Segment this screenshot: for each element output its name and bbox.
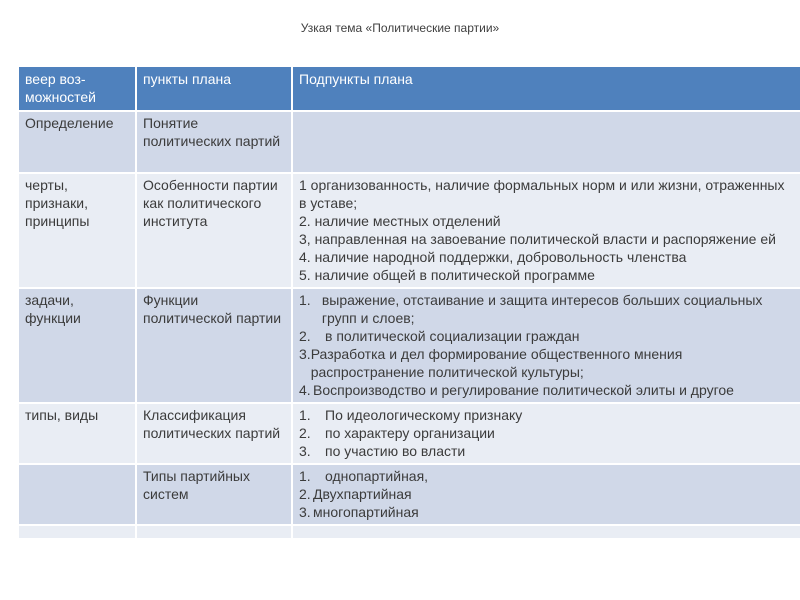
header-col1-line2: можностей [25,89,96,105]
subpoint-number: 3. [299,346,311,362]
subpoint-text: многопартийная [313,504,419,520]
subpoint [299,442,794,460]
cell-aspect: черты, признаки, принципы [19,173,136,288]
cell-plan-point: Понятие политических партий [136,111,292,173]
subpoint-number: 1. [299,407,311,423]
subpoint-text: Воспроизводство и регулирование политической элиты и другое [313,382,734,398]
subpoint [299,485,794,503]
subpoint-text: Разработка и дел формирование общественного мнения распространение политической культуры; [310,346,683,380]
cell-plan-point: Типы партийных систем [136,464,292,525]
cell-aspect: типы, виды [19,403,136,464]
subpoint: 5. наличие общей в политической программе [299,267,595,283]
cell-plan-point: Особенности партии как политического института [136,173,292,288]
subpoint: 1 организованность, наличие формальных норм и или жизни, отраженных в уставе; [299,177,785,211]
cell-subpoints [292,111,800,173]
header-fan-of-possibilities [19,67,136,111]
subpoint-number: 2. [299,328,311,344]
subpoint-number: 3. [299,504,311,520]
subpoint [299,381,794,399]
cell-aspect: задачи, функции [19,288,136,403]
header-plan-points: пункты плана [136,67,292,111]
cell-aspect [19,464,136,525]
subpoint: 3, направленная на завоевание политической власти и распоряжение ей [299,231,776,247]
subpoint-number: 4. [299,382,311,398]
subpoint [299,424,794,442]
table-row-partial [19,525,800,539]
cell-aspect [19,525,136,539]
subpoint-number: 3. [299,443,311,459]
cell-aspect: Определение [19,111,136,173]
subpoint [299,503,794,521]
cell-subpoints [292,525,800,539]
subpoint-text: Двухпартийная [313,486,412,502]
subpoint-text: однопартийная, [325,468,429,484]
subpoint [299,406,794,424]
cell-subpoints [292,403,800,464]
subpoint [299,291,794,327]
header-col1-line1: веер воз- [25,71,86,87]
table-row [19,111,800,173]
table-row [19,464,800,525]
subpoint [299,467,794,485]
cell-subpoints [292,288,800,403]
table-row [19,288,800,403]
cell-plan-point: Функции политической партии [136,288,292,403]
subpoint: 4. наличие народной поддержки, добровольность членства [299,249,687,265]
plan-table [19,67,800,540]
header-plan-subpoints: Подпункты плана [292,67,800,111]
subpoint: 2. наличие местных отделений [299,213,501,229]
table-row [19,403,800,464]
cell-plan-point [136,525,292,539]
subpoint-number: 1. [299,468,311,484]
cell-subpoints [292,173,800,288]
page-title: Узкая тема «Политические партии» [300,21,500,35]
subpoint-text: выражение, отстаивание и защита интересов больших социальных групп и слоев; [321,292,763,326]
subpoint-number: 1. [299,292,311,308]
subpoint [299,327,794,345]
subpoint-text: в политической социализации граждан [325,328,580,344]
subpoint-text: по характеру организации [325,425,495,441]
cell-plan-point: Классификация политических партий [136,403,292,464]
subpoint-number: 2. [299,425,311,441]
subpoint-text: по участию во власти [325,443,466,459]
table-header-row [19,67,800,111]
cell-subpoints [292,464,800,525]
subpoint-number: 2. [299,486,311,502]
table-row [19,173,800,288]
subpoint [299,345,794,381]
subpoint-text: По идеологическому признаку [325,407,523,423]
